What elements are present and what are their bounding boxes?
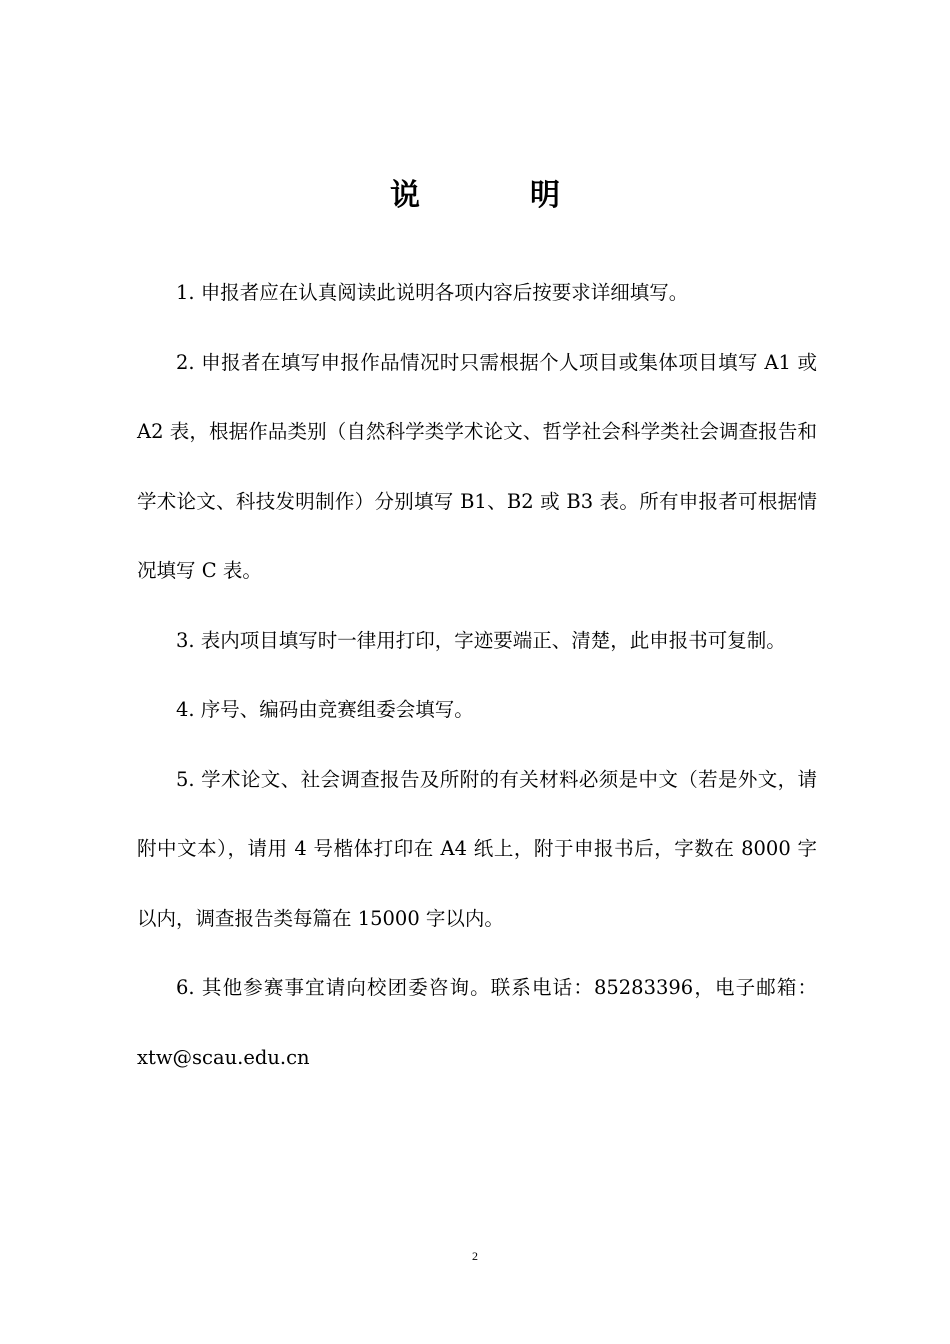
title-char-2: 明 bbox=[530, 178, 560, 213]
page-number: 2 bbox=[472, 1249, 478, 1263]
instruction-paragraph-3: 3. 表内项目填写时一律用打印，字迹要端正、清楚，此申报书可复制。 bbox=[176, 628, 786, 652]
page-title bbox=[0, 170, 950, 214]
instruction-paragraph-1: 1. 申报者应在认真阅读此说明各项内容后按要求详细填写。 bbox=[176, 281, 689, 304]
instruction-paragraph-5: 5. 学术论文、社会调查报告及所附的有关材料必须是中文（若是外文，请附中文本），请用 4 号楷体打印在 A4 纸上，附于申报书后，字数在 8000 字以内，调查报告类每篇在 15000 字以内。 bbox=[137, 767, 817, 930]
instruction-paragraph-6: 6. 其他参赛事宜请向校团委咨询。联系电话：85283396，电子邮箱：xtw@scau.edu.cn bbox=[137, 976, 817, 1069]
instruction-paragraph-2: 2. 申报者在填写申报作品情况时只需根据个人项目或集体项目填写 A1 或 A2 表，根据作品类别（自然科学类学术论文、哲学社会科学类社会调查报告和学术论文、科技发明制作）分别填写 B1、B2 或 B3 表。所有申报者可根据情况填写 C 表。 bbox=[137, 350, 817, 582]
instructions-body bbox=[137, 258, 817, 1092]
title-char-1: 说 bbox=[390, 178, 420, 213]
instruction-paragraph-4: 4. 序号、编码由竞赛组委会填写。 bbox=[176, 698, 474, 721]
